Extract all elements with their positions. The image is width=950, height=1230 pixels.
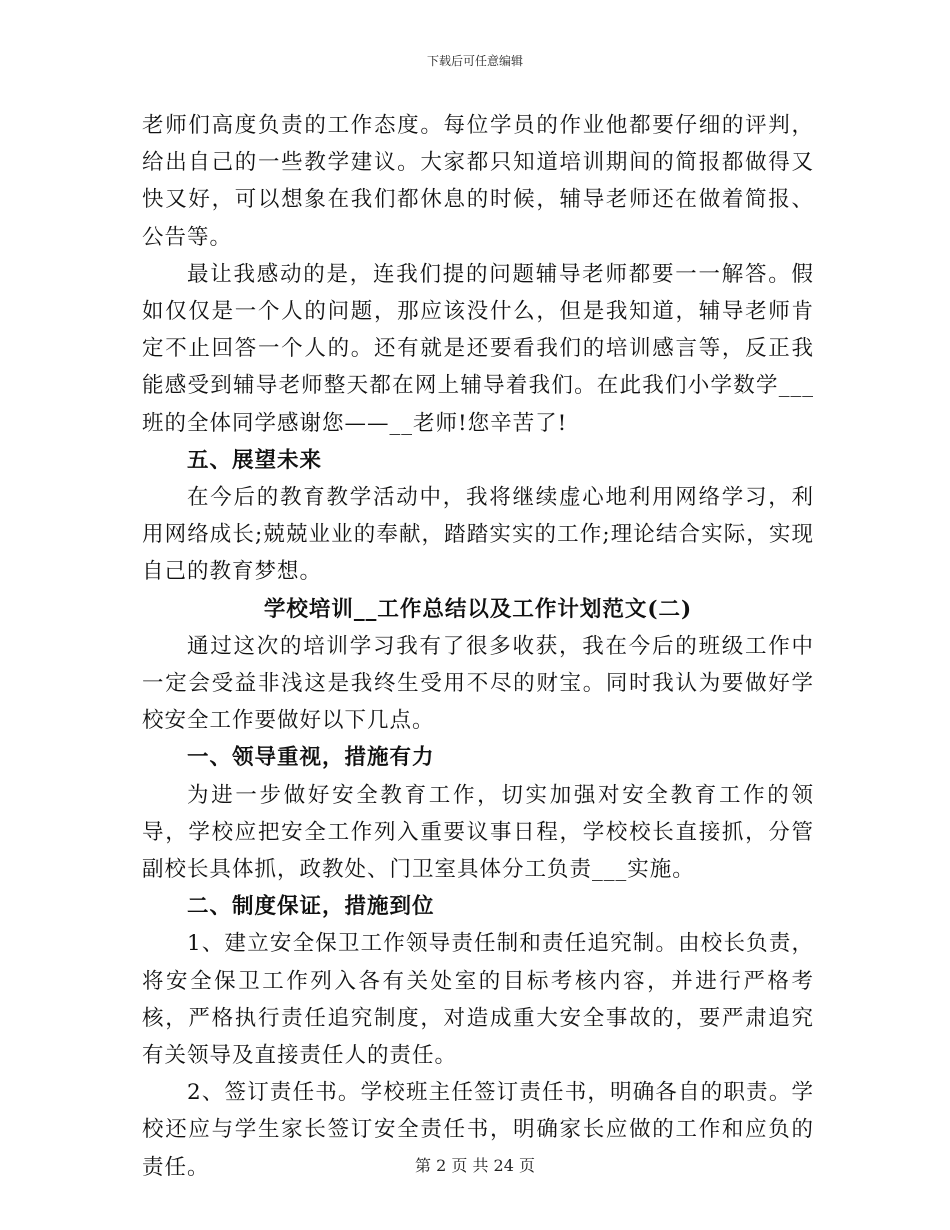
section-heading-system: 二、制度保证，措施到位	[187, 894, 435, 920]
paragraph-responsibility: 1、建立安全保卫工作领导责任制和责任追究制。由校长负责，将安全保卫工作列入各有关处室的目标考核内容，并进行严格考核，严格执行责任追究制度，对造成重大安全事故的，要严肃追究有关领导及直接责任人的责任。	[142, 931, 814, 1069]
paragraph-leadership: 为进一步做好安全教育工作，切实加强对安全教育工作的领导，学校应把安全工作列入重要议事日程，学校校长直接抓，分管副校长具体抓，政教处、门卫室具体分工负责___实施。	[142, 782, 814, 883]
document-body	[142, 107, 814, 1186]
document-title: 学校培训__工作总结以及工作计划范文(二)	[263, 596, 693, 622]
page-header: 下载后可任意编辑	[426, 54, 523, 68]
section-heading-outlook: 五、展望未来	[187, 447, 323, 473]
section-heading-leadership: 一、领导重视，措施有力	[187, 745, 435, 771]
page-footer: 第 2 页 共 24 页	[415, 1156, 535, 1175]
paragraph-thanks: 最让我感动的是，连我们提的问题辅导老师都要一一解答。假如仅仅是一个人的问题，那应该没什么，但是我知道，辅导老师肯定不止回答一个人的。还有就是还要看我们的培训感言等，反正我能感受到辅导老师整天都在网上辅导着我们。在此我们小学数学___班的全体同学感谢您——__老师!您辛苦了!	[142, 261, 814, 436]
paragraph-continued: 老师们高度负责的工作态度。每位学员的作业他都要仔细的评判，给出自己的一些教学建议。大家都只知道培训期间的简报都做得又快又好，可以想象在我们都休息的时候，辅导老师还在做着简报、公告等。	[142, 113, 814, 250]
paragraph-outlook: 在今后的教育教学活动中，我将继续虚心地利用网络学习，利用网络成长;兢兢业业的奉献，踏踏实实的工作;理论结合实际，实现自己的教育梦想。	[142, 485, 814, 585]
paragraph-intro: 通过这次的培训学习我有了很多收获，我在今后的班级工作中一定会受益非浅这是我终生受用不尽的财宝。同时我认为要做好学校安全工作要做好以下几点。	[142, 633, 814, 734]
paragraph-agreement: 2、签订责任书。学校班主任签订责任书，明确各自的职责。学校还应与学生家长签订安全责任书，明确家长应做的工作和应负的责任。	[142, 1080, 814, 1180]
